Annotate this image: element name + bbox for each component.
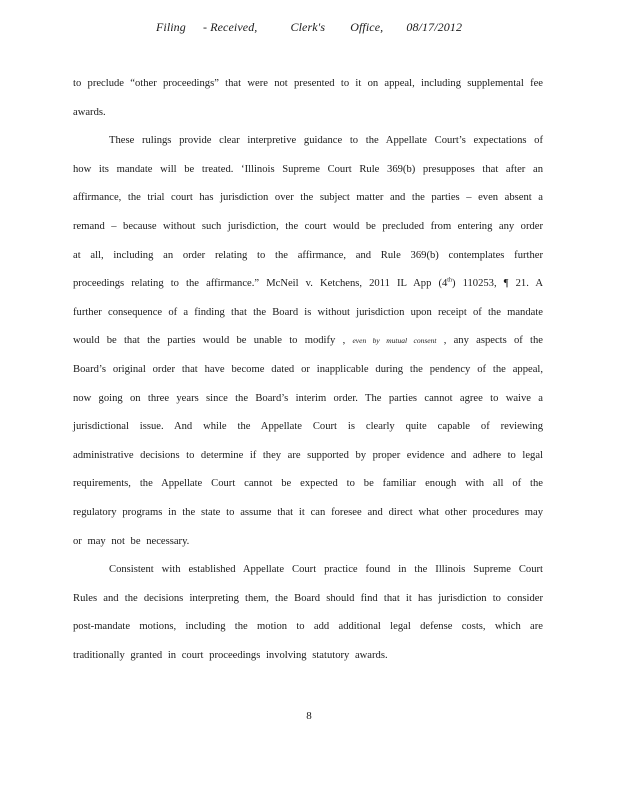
paragraph-3: Consistent with established Appellate Court practice found in the Illinois Supreme Court Rules and the decisions interpreting them, the Board should find that it has jurisdiction to consider post-mandate motions, including the motion to add additional legal defense costs, which are traditionally granted in court proceedings involving statutory awards. <box>73 564 543 661</box>
page-number: 8 <box>306 710 312 722</box>
header-received: - Received, <box>203 20 258 34</box>
ordinal-superscript: th <box>447 277 452 284</box>
header-filing: Filing <box>155 20 186 34</box>
header-office: Office, <box>350 20 384 34</box>
document-body <box>73 70 543 670</box>
header-clerks: Clerk's <box>290 20 326 34</box>
paragraph-2-part-a: These rulings provide clear interpretive guidance to the Appellate Court’s expectations of how its mandate will be treated. ‘Illinois Supreme Court Rule 369(b) presupposes that after an affirmance, the trial court has jurisdiction over the subject matter and the parties – even absent a remand – because without such jurisdiction, the court would be precluded from entering any order at all, including an order relating to the affirmance, and Rule 369(b) contemplates further proceedings relating to the affirmance.” McNeil v. Ketchens, 2011 IL App (4 <box>73 135 543 290</box>
header-date: 08/17/2012 <box>406 20 463 34</box>
emphasis-text: even by mutual consent <box>352 336 437 346</box>
paragraph-1: to preclude “other proceedings” that were not presented to it on appeal, including supplemental fee awards. <box>73 78 543 118</box>
paragraph-2-part-b: ) 110253, ¶ 21. A further consequence of a finding that the Board is without jurisdiction upon receipt of the mandate would be that the parties would be unable to modify , <box>73 278 543 347</box>
paragraph-2-part-c: , any aspects of the Board’s original order that have become dated or inapplicable during the pendency of the appeal, now going on three years since the Board’s interim order. The parties cannot agree to waive a jurisdictional issue. And while the Appellate Court is clearly quite capable of reviewing administrative decisions to determine if they are supported by proper evidence and adhere to legal requirements, the Appellate Court cannot be expected to be familiar enough with all of the regulatory programs in the state to assume that it can foresee and direct what other procedures may or may not be necessary. <box>73 335 543 547</box>
paragraph-2 <box>73 127 543 556</box>
filing-stamp-header <box>0 20 618 35</box>
